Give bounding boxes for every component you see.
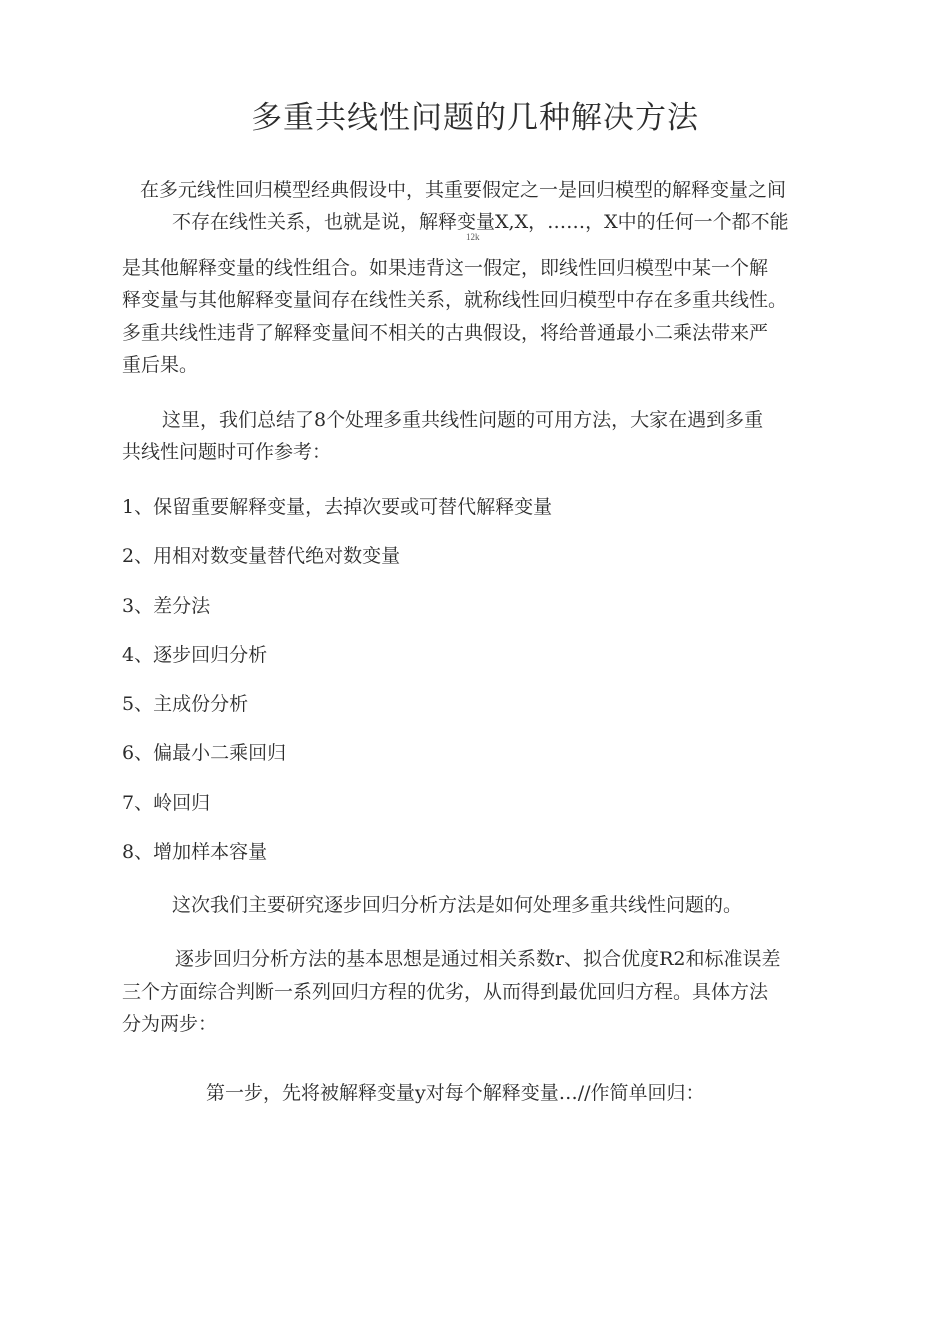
para4-line3: 分为两步： (122, 1013, 218, 1035)
list-item: 3、差分法 (122, 595, 211, 617)
list-item: 1、保留重要解释变量，去掉次要或可替代解释变量 (122, 496, 553, 518)
para1-line2: 不存在线性关系，也就是说，解释变量X,X，……，X中的任何一个都不能 (172, 211, 789, 233)
para1-line6: 重后果。 (122, 354, 199, 376)
list-item: 2、用相对数变量替代绝对数变量 (122, 545, 401, 567)
para3: 这次我们主要研究逐步回归分析方法是如何处理多重共线性问题的。 (172, 894, 743, 916)
list-item: 7、岭回归 (122, 792, 211, 814)
para1-line5: 多重共线性违背了解释变量间不相关的古典假设，将给普通最小二乘法带来严 (122, 322, 769, 344)
para1-line4: 释变量与其他解释变量间存在线性关系，就称线性回归模型中存在多重共线性。 (122, 289, 788, 311)
para4-line1: 逐步回归分析方法的基本思想是通过相关系数r、拟合优度R2和标准误差 (175, 948, 781, 970)
para5: 第一步，先将被解释变量y对每个解释变量…//作简单回归： (206, 1082, 705, 1104)
list-item: 6、偏最小二乘回归 (122, 742, 287, 764)
list-item: 4、逐步回归分析 (122, 644, 268, 666)
para1-line3: 是其他解释变量的线性组合。如果违背这一假定，即线性回归模型中某一个解 (122, 257, 769, 279)
para4-line2: 三个方面综合判断一系列回归方程的优劣，从而得到最优回归方程。具体方法 (122, 981, 769, 1003)
para1-line1: 在多元线性回归模型经典假设中，其重要假定之一是回归模型的解释变量之间 (140, 179, 787, 201)
list-item: 8、增加样本容量 (122, 841, 268, 863)
list-item: 5、主成份分析 (122, 693, 249, 715)
page-title: 多重共线性问题的几种解决方法 (251, 100, 699, 136)
subscript-label: 12k (466, 232, 480, 242)
para2-line1: 这里，我们总结了8个处理多重共线性问题的可用方法，大家在遇到多重 (162, 409, 764, 431)
para2-line2: 共线性问题时可作参考： (122, 441, 332, 463)
